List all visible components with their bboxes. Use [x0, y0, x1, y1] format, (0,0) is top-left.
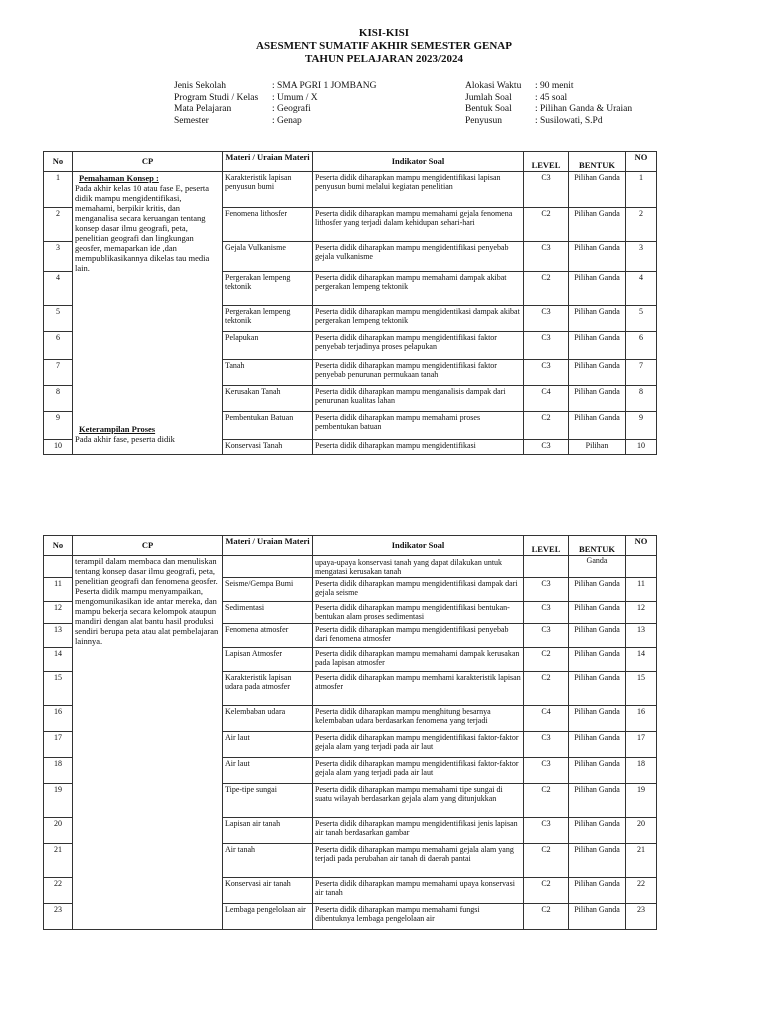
cp-heading-keterampilan: Keterampilan Proses [79, 424, 156, 434]
bentuk-cell: Pilihan Ganda [569, 602, 626, 624]
materi-cell: Konservasi Tanah [223, 440, 313, 455]
row-number-right: 21 [626, 844, 657, 878]
info-value: : Pilihan Ganda & Uraian [535, 104, 633, 114]
info-value: : Geografi [272, 104, 311, 114]
bentuk-cell: Pilihan Ganda [569, 242, 626, 272]
level-cell: C2 [524, 904, 569, 930]
row-number: 7 [44, 360, 73, 386]
materi-cell: Konservasi air tanah [223, 878, 313, 904]
col-no: No [44, 152, 73, 172]
row-number-right: 20 [626, 818, 657, 844]
col-level: LEVEL [524, 152, 569, 172]
bentuk-cell: Pilihan Ganda [569, 386, 626, 412]
materi-cell: Sedimentasi [223, 602, 313, 624]
row-number-right: 15 [626, 672, 657, 706]
row-number-right: 9 [626, 412, 657, 440]
row-number-right: 19 [626, 784, 657, 818]
indikator-cell: Peserta didik diharapkan mampu menghitung besarnya kelembaban udara berdasarkan fenomena yang terjadi [313, 706, 524, 732]
row-number: 1 [44, 172, 73, 208]
bentuk-cell: Pilihan [569, 440, 626, 455]
row-number-right: 14 [626, 648, 657, 672]
materi-cell: Pergerakan lempeng tektonik [223, 306, 313, 332]
level-cell: C2 [524, 844, 569, 878]
bentuk-cell: Pilihan Ganda [569, 648, 626, 672]
row-number: 14 [44, 648, 73, 672]
bentuk-cell: Pilihan Ganda [569, 208, 626, 242]
info-left [174, 81, 377, 127]
info-row [465, 81, 632, 93]
info-row [174, 116, 377, 128]
bentuk-cell: Pilihan Ganda [569, 578, 626, 602]
level-cell [524, 556, 569, 578]
cp-cell [73, 172, 223, 455]
col-bentuk: BENTUK [569, 536, 626, 556]
row-number-right: 11 [626, 578, 657, 602]
row-number: 23 [44, 904, 73, 930]
bentuk-cell: Pilihan Ganda [569, 732, 626, 758]
row-number-right: 4 [626, 272, 657, 306]
row-number-right: 8 [626, 386, 657, 412]
row-number: 2 [44, 208, 73, 242]
table-row-continuation [44, 556, 657, 578]
cp-cell: terampil dalam membaca dan menuliskan tentang konsep dasar ilmu geografi, peta, penelitian geografi dan fenomena geosfer. Peserta didik mampu menyampaikan, mengomunikasikan ide antar mereka, dan mampu bekerja secara kelompok ataupun mandiri dengan alat bantu hasil produksi sendiri berupa peta atau alat pembelajaran lainnya. [73, 556, 223, 930]
indikator-cell: Peserta didik diharapkan mampu mengidentifikasi penyebab gejala vulkanisme [313, 242, 524, 272]
info-row [465, 93, 632, 105]
materi-cell: Kelembaban udara [223, 706, 313, 732]
col-level: LEVEL [524, 536, 569, 556]
level-cell: C2 [524, 412, 569, 440]
materi-cell: Pembentukan Batuan [223, 412, 313, 440]
level-cell: C2 [524, 784, 569, 818]
info-row [465, 116, 632, 128]
row-number-right: 12 [626, 602, 657, 624]
row-number-right: 22 [626, 878, 657, 904]
bentuk-cell: Pilihan Ganda [569, 672, 626, 706]
indikator-cell: Peserta didik diharapkan mampu mengidentifikasi [313, 440, 524, 455]
materi-cell: Air tanah [223, 844, 313, 878]
level-cell: C3 [524, 758, 569, 784]
row-number-right: 23 [626, 904, 657, 930]
indikator-cell: Peserta didik diharapkan mampu memahami gejala alam yang terjadi pada perubahan air tanah di daerah pantai [313, 844, 524, 878]
row-number-right: 10 [626, 440, 657, 455]
level-cell: C3 [524, 602, 569, 624]
row-number [44, 556, 73, 578]
row-number: 16 [44, 706, 73, 732]
materi-cell: Pelapukan [223, 332, 313, 360]
bentuk-cell: Pilihan Ganda [569, 360, 626, 386]
info-label: Alokasi Waktu [465, 81, 522, 91]
indikator-cell: Peserta didik diharapkan mampu memhami karakteristik lapisan atmosfer [313, 672, 524, 706]
row-number-right: 13 [626, 624, 657, 648]
bentuk-cell: Pilihan Ganda [569, 306, 626, 332]
info-label: Mata Pelajaran [174, 104, 232, 114]
level-cell: C3 [524, 818, 569, 844]
row-number: 20 [44, 818, 73, 844]
materi-cell: Gejala Vulkanisme [223, 242, 313, 272]
bentuk-cell: Pilihan Ganda [569, 818, 626, 844]
level-cell: C2 [524, 878, 569, 904]
row-number-right: 6 [626, 332, 657, 360]
info-label: Jumlah Soal [465, 92, 512, 103]
row-number: 9 [44, 412, 73, 440]
row-number: 15 [44, 672, 73, 706]
row-number-right: 17 [626, 732, 657, 758]
level-cell: C3 [524, 732, 569, 758]
info-label: Jenis Sekolah [174, 81, 226, 91]
materi-cell: Seisme/Gempa Bumi [223, 578, 313, 602]
materi-cell: Tanah [223, 360, 313, 386]
col-bentuk: BENTUK [569, 152, 626, 172]
cp-heading-pemahaman: Pemahaman Konsep : [79, 173, 159, 183]
info-row [174, 104, 377, 116]
materi-cell: Fenomena lithosfer [223, 208, 313, 242]
row-number-right: 3 [626, 242, 657, 272]
row-number-right: 2 [626, 208, 657, 242]
bentuk-cell: Pilihan Ganda [569, 332, 626, 360]
bentuk-cell: Ganda [569, 556, 626, 578]
level-cell: C3 [524, 360, 569, 386]
row-number: 3 [44, 242, 73, 272]
row-number: 6 [44, 332, 73, 360]
indikator-cell: upaya-upaya konservasi tanah yang dapat dilakukan untuk mengatasi kerusakan tanah [313, 556, 524, 578]
indikator-cell: Peserta didik diharapkan mampu memahami fungsi dibentuknya lembaga pengelolaan air [313, 904, 524, 930]
col-indikator: Indikator Soal [313, 536, 524, 556]
level-cell: C3 [524, 332, 569, 360]
kisi-table-2 [43, 535, 657, 930]
row-number: 17 [44, 732, 73, 758]
level-cell: C4 [524, 706, 569, 732]
bentuk-cell: Pilihan Ganda [569, 706, 626, 732]
col-indikator: Indikator Soal [313, 152, 524, 172]
indikator-cell: Peserta didik diharapkan mampu menganalisis dampak dari penurunan kualitas lahan [313, 386, 524, 412]
info-row [174, 81, 377, 93]
info-value: : Umum / X [272, 92, 318, 103]
row-number: 10 [44, 440, 73, 455]
bentuk-cell: Pilihan Ganda [569, 844, 626, 878]
indikator-cell: Peserta didik diharapkan mampu mengidentifikasi dampak dari gejala seisme [313, 578, 524, 602]
info-label: Penyusun [465, 115, 502, 126]
level-cell: C2 [524, 648, 569, 672]
level-cell: C3 [524, 242, 569, 272]
doc-year: TAHUN PELAJARAN 2023/2024 [304, 53, 464, 65]
bentuk-cell: Pilihan Ganda [569, 272, 626, 306]
info-right [465, 81, 632, 127]
info-value: : 90 menit [535, 81, 574, 91]
kisi-table-1 [43, 151, 657, 455]
bentuk-cell: Pilihan Ganda [569, 624, 626, 648]
indikator-cell: Peserta didik diharapkan mampu mengidentifikasi lapisan penyusun bumi melalui kegiatan penelitian [313, 172, 524, 208]
info-label: Semester [174, 115, 209, 126]
cp-text-keterampilan: Pada akhir fase, peserta didik [75, 434, 175, 444]
info-value: : SMA PGRI 1 JOMBANG [272, 81, 377, 91]
col-materi: Materi / Uraian Materi [223, 536, 313, 556]
level-cell: C3 [524, 440, 569, 455]
doc-title: KISI-KISI [358, 27, 410, 39]
col-no2: NO [626, 536, 657, 556]
cp-text-pemahaman: Pada akhir kelas 10 atau fase E, peserta didik mampu mengidentifikasi, memahami, berpikir kritis, dan menganalisa secara keruangan tentang konsep dasar ilmu geografi, peta, penelitian geografi dan lingkungan geosfer, memaparkan ide ,dan mempublikasikannya dikelas tau media lain. [75, 183, 210, 273]
materi-cell: Kerusakan Tanah [223, 386, 313, 412]
materi-cell [223, 556, 313, 578]
indikator-cell: Peserta didik diharapkan mampu mengidentifikasi jenis lapisan air tanah berdasarkan gambar [313, 818, 524, 844]
row-number: 13 [44, 624, 73, 648]
bentuk-cell: Pilihan Ganda [569, 878, 626, 904]
indikator-cell: Peserta didik diharapkan mampu mengidentifikasi penyebab dari fenomena atmosfer [313, 624, 524, 648]
level-cell: C3 [524, 578, 569, 602]
indikator-cell: Peserta didik diharapkan mampu memahami tipe sungai di suatu wilayah berdasarkan gejala alam yang ditunjukkan [313, 784, 524, 818]
materi-cell: Air laut [223, 758, 313, 784]
indikator-cell: Peserta didik diharapkan mampu memahami dampak akibat pergerakan lempeng tektonik [313, 272, 524, 306]
row-number: 18 [44, 758, 73, 784]
info-value: : 45 soal [535, 92, 568, 103]
col-no: No [44, 536, 73, 556]
indikator-cell: Peserta didik diharapkan mampu mengidentifikasi faktor penyebab penurunan permukaan tanah [313, 360, 524, 386]
col-cp: CP [73, 536, 223, 556]
row-number-right: 5 [626, 306, 657, 332]
level-cell: C4 [524, 386, 569, 412]
bentuk-cell: Pilihan Ganda [569, 758, 626, 784]
level-cell: C3 [524, 306, 569, 332]
indikator-cell: Peserta didik diharapkan mampu mengidentifikasi faktor penyebab terjadinya proses pelapukan [313, 332, 524, 360]
row-number-right: 7 [626, 360, 657, 386]
col-cp: CP [73, 152, 223, 172]
doc-subtitle: ASESMENT SUMATIF AKHIR SEMESTER GENAP [256, 40, 512, 52]
materi-cell: Pergerakan lempeng tektonik [223, 272, 313, 306]
materi-cell: Tipe-tipe sungai [223, 784, 313, 818]
materi-cell: Lapisan Atmosfer [223, 648, 313, 672]
level-cell: C2 [524, 272, 569, 306]
materi-cell: Karakteristik lapisan udara pada atmosfer [223, 672, 313, 706]
row-number: 11 [44, 578, 73, 602]
row-number: 21 [44, 844, 73, 878]
row-number: 22 [44, 878, 73, 904]
info-label: Bentuk Soal [465, 104, 512, 114]
row-number-right: 18 [626, 758, 657, 784]
info-row [465, 104, 632, 116]
indikator-cell: Peserta didik diharapkan mampu memahami dampak kerusakan pada lapisan atmosfer [313, 648, 524, 672]
materi-cell: Lembaga pengelolaan air [223, 904, 313, 930]
materi-cell: Fenomena atmosfer [223, 624, 313, 648]
materi-cell: Karakteristik lapisan penyusun bumi [223, 172, 313, 208]
row-number: 5 [44, 306, 73, 332]
info-row [174, 93, 377, 105]
row-number-right: 16 [626, 706, 657, 732]
info-label: Program Studi / Kelas [174, 92, 259, 103]
bentuk-cell: Pilihan Ganda [569, 412, 626, 440]
info-value: : Susilowati, S.Pd [535, 115, 603, 126]
row-number-right: 1 [626, 172, 657, 208]
indikator-cell: Peserta didik diharapkan mampu mengidentifikasi bentukan-bentukan alam proses sedimentasi [313, 602, 524, 624]
level-cell: C2 [524, 672, 569, 706]
row-number: 12 [44, 602, 73, 624]
row-number: 8 [44, 386, 73, 412]
info-value: : Genap [272, 115, 302, 126]
materi-cell: Air laut [223, 732, 313, 758]
indikator-cell: Peserta didik diharapkan mampu mengidentifikasi faktor-faktor gejala alam yang terjadi pada air laut [313, 758, 524, 784]
indikator-cell: Peserta didik diharapkan mampu mengidentifikasi faktor-faktor gejala alam yang terjadi pada air laut [313, 732, 524, 758]
table-row [44, 172, 657, 208]
indikator-cell: Peserta didik diharapkan mampu memahami proses pembentukan batuan [313, 412, 524, 440]
bentuk-cell: Pilihan Ganda [569, 784, 626, 818]
indikator-cell: Peserta didik diharapkan mampu memahami gejala fenomena lithosfer yang terjadi dalam kehidupan sehari-hari [313, 208, 524, 242]
level-cell: C3 [524, 624, 569, 648]
bentuk-cell: Pilihan Ganda [569, 172, 626, 208]
row-number: 19 [44, 784, 73, 818]
level-cell: C3 [524, 172, 569, 208]
level-cell: C2 [524, 208, 569, 242]
row-number: 4 [44, 272, 73, 306]
row-number-right [626, 556, 657, 578]
indikator-cell: Peserta didik diharapkan mampu memahami upaya konservasi air tanah [313, 878, 524, 904]
bentuk-cell: Pilihan Ganda [569, 904, 626, 930]
materi-cell: Lapisan air tanah [223, 818, 313, 844]
indikator-cell: Peserta didik diharapkan mampu mengidentikasi dampak akibat pergerakan lempeng tektonik [313, 306, 524, 332]
col-materi: Materi / Uraian Materi [223, 152, 313, 172]
col-no2: NO [626, 152, 657, 172]
